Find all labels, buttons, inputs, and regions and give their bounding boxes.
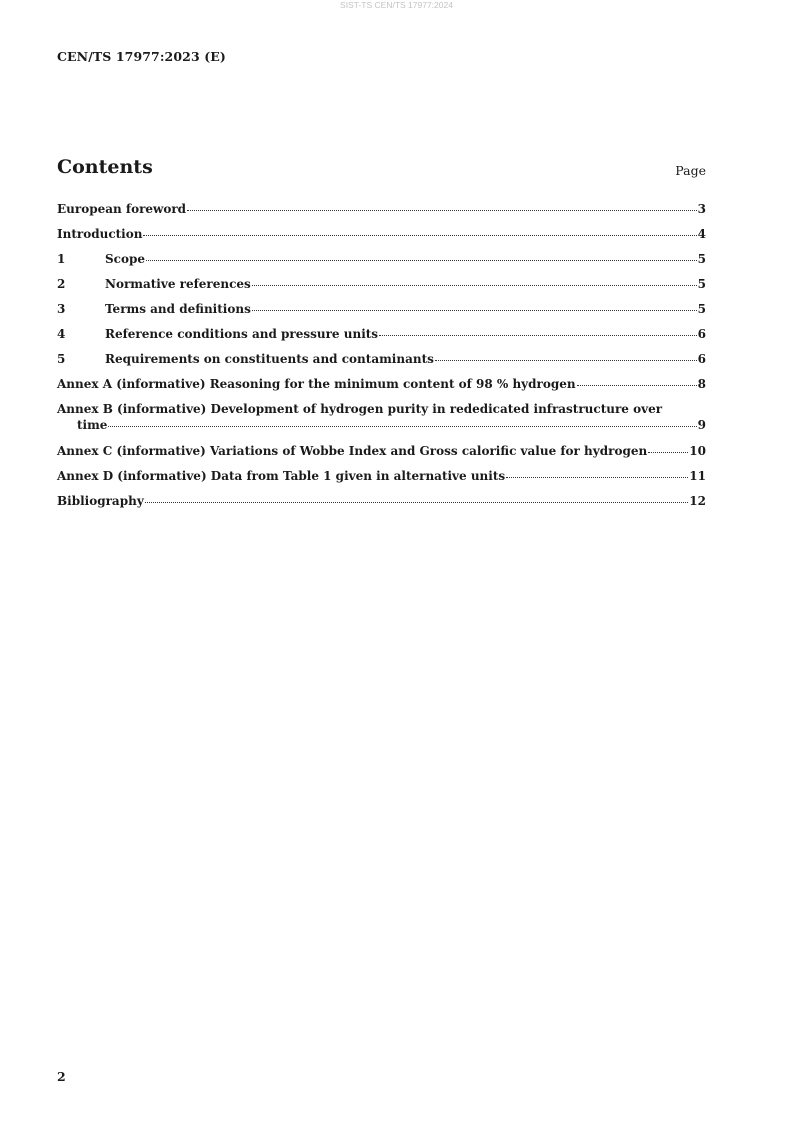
dot-leader [252, 285, 697, 286]
toc-entry-page: 10 [689, 444, 706, 458]
toc-entry-title: European foreword [57, 202, 187, 216]
toc-entry-title-continuation: time [77, 418, 108, 432]
dot-leader [145, 502, 689, 503]
toc-entry-normative-references[interactable] [57, 276, 706, 301]
dot-leader [187, 210, 697, 211]
toc-entry-page: 11 [689, 469, 706, 483]
dot-leader [435, 360, 697, 361]
toc-entry-requirements[interactable] [57, 351, 706, 376]
toc-entry-page: 6 [697, 352, 706, 366]
watermark: SIST-TS CEN/TS 17977:2024 [340, 0, 453, 10]
toc-entry-continuation [57, 417, 706, 433]
toc-entry-number: 1 [57, 252, 66, 266]
toc-entry-page: 5 [697, 277, 706, 291]
dot-leader [143, 235, 696, 236]
toc-entry-number: 3 [57, 302, 66, 316]
toc-entry-title: Bibliography [57, 494, 144, 508]
contents-header [57, 156, 706, 184]
toc-entry-title: Terms and definitions [105, 302, 251, 316]
toc-entry-title: Annex B (informative) Development of hydrogen purity in rededicated infrastructure over [57, 402, 663, 416]
toc-entry-number: 2 [57, 277, 66, 291]
toc-entry-title: Reference conditions and pressure units [105, 327, 379, 341]
toc-entry-title: Annex C (informative) Variations of Wobbe Index and Gross calorific value for hydrogen [57, 444, 648, 458]
dot-leader [108, 426, 696, 427]
dot-leader [648, 452, 688, 453]
toc-entry-page: 5 [697, 302, 706, 316]
toc-entry-title: Requirements on constituents and contaminants [105, 352, 434, 366]
document-id: CEN/TS 17977:2023 (E) [57, 49, 226, 64]
toc-entry-page: 8 [697, 377, 706, 391]
toc-entry-title: Scope [105, 252, 146, 266]
toc-entry-page: 9 [697, 418, 706, 432]
toc-entry-page: 4 [697, 227, 706, 241]
dot-leader [379, 335, 697, 336]
toc-entry-introduction[interactable] [57, 226, 706, 251]
toc-entry-title: Annex A (informative) Reasoning for the minimum content of 98 % hydrogen [57, 377, 576, 391]
toc-entry-number: 5 [57, 352, 66, 366]
toc-entry-title: Normative references [105, 277, 251, 291]
toc-entry-page: 6 [697, 327, 706, 341]
toc-entry-reference-conditions[interactable] [57, 326, 706, 351]
dot-leader [146, 260, 697, 261]
page-column-label: Page [675, 163, 706, 178]
dot-leader [252, 310, 697, 311]
toc-entry-bibliography[interactable] [57, 493, 706, 518]
toc-entry-annex-d[interactable] [57, 468, 706, 493]
toc-entry-annex-a[interactable] [57, 376, 706, 401]
toc-entry-title: Introduction [57, 227, 143, 241]
toc-entry-scope[interactable] [57, 251, 706, 276]
toc-entry-terms-and-definitions[interactable] [57, 301, 706, 326]
table-of-contents [57, 201, 706, 518]
toc-entry-european-foreword[interactable] [57, 201, 706, 226]
toc-entry-number: 4 [57, 327, 66, 341]
toc-entry-page: 3 [697, 202, 706, 216]
page-number: 2 [57, 1069, 66, 1084]
toc-entry-annex-c[interactable] [57, 443, 706, 468]
contents-title: Contents [57, 156, 153, 178]
dot-leader [577, 385, 697, 386]
dot-leader [506, 477, 688, 478]
toc-entry-annex-b[interactable] [57, 401, 706, 443]
toc-entry-page: 5 [697, 252, 706, 266]
toc-entry-title: Annex D (informative) Data from Table 1 given in alternative units [57, 469, 506, 483]
toc-entry-page: 12 [689, 494, 706, 508]
